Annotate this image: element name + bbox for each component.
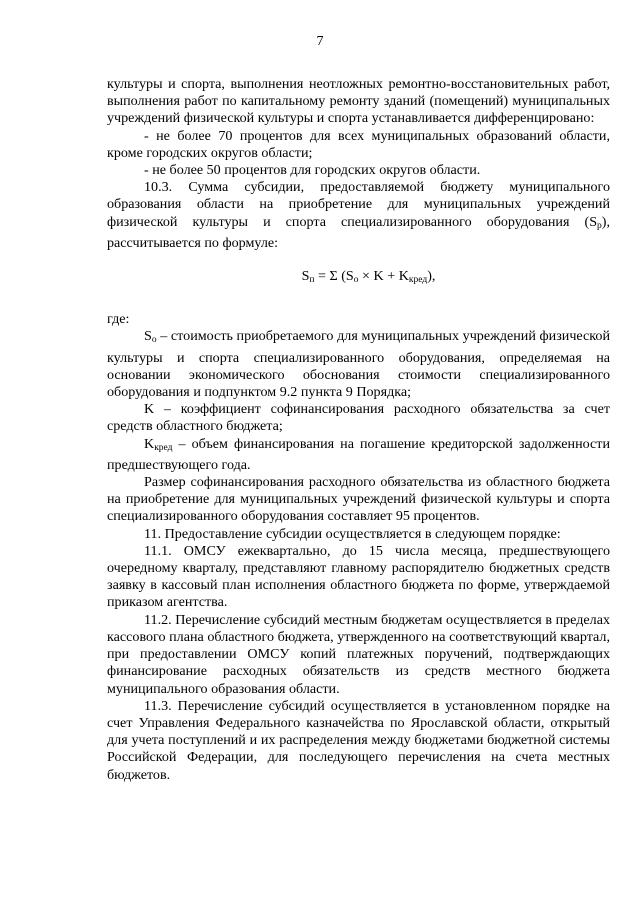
definition-so-text: – стоимость приобретаемого для муниципальных учреждений физической культуры и спорта специализированного оборудования, определяемая на основании экономического обоснования стоимости специализированного оборудования и подпунктом 9.2 пункта 9 Порядка;	[107, 328, 610, 401]
formula-so-sub: о	[353, 275, 359, 286]
paragraph-continuation: культуры и спорта, выполнения неотложных ремонтно-восстановительных работ, выполнения работ по капитальному ремонту зданий (помещений) муниципальных учреждений физической культуры и спорта устанавливается дифференцировано:	[107, 76, 610, 127]
definition-kred-text: – объем финансирования на погашение кредиторской задолженности предшествующего года.	[107, 435, 610, 473]
where-label: где:	[107, 311, 130, 328]
paragraph-10-3	[107, 179, 610, 252]
formula-sum: = Σ (S	[314, 268, 354, 285]
paragraph-11: 11. Предоставление субсидии осуществляется в следующем порядке:	[144, 525, 561, 542]
paragraph-cofinancing: Размер софинансирования расходного обязательства из областного бюджета на приобретение для муниципальных учреждений физической культуры и спорта специализированного оборудования составляет 95 процентов.	[107, 474, 610, 525]
definition-kred-sub: кред	[154, 442, 173, 453]
formula-kred-sub: кред	[408, 275, 428, 286]
definition-so	[107, 328, 610, 401]
definition-so-symbol: S	[144, 328, 152, 345]
formula-end: ),	[427, 268, 436, 285]
formula-lhs-sub: п	[309, 275, 315, 286]
paragraph-11-2: 11.2. Перечисление субсидий местным бюджетам осуществляется в пределах кассового плана областного бюджета, утвержденного на соответствующий квартал, при предоставлении ОМСУ копий платежных поручений, подтверждающих финансирование расходных обязательств из средств местного бюджета муниципального образования области.	[107, 611, 610, 697]
paragraph-10-3-text: 10.3. Сумма субсидии, предоставляемой бюджету муниципального образования области на приобретение для муниципальных учреждений физической культуры и спорта специализированного оборудования (S	[107, 179, 610, 230]
formula-lhs: S	[301, 268, 310, 285]
paragraph-limit-70: - не более 70 процентов для всех муниципальных образований области, кроме городских округов области;	[107, 127, 610, 161]
definition-kred-symbol: K	[144, 435, 155, 452]
document-body	[107, 76, 610, 784]
formula	[107, 268, 610, 289]
definition-k: K – коэффициент софинансирования расходного обязательства за счет средств областного бюджета;	[107, 401, 610, 435]
paragraph-11-1: 11.1. ОМСУ ежеквартально, до 15 числа месяца, предшествующего очередному кварталу, представляют главному распорядителю бюджетных средств заявку в кассовый план исполнения областного бюджета по форме, утверждаемой приказом агентства.	[107, 542, 610, 611]
formula-rest: × K + K	[358, 268, 409, 285]
paragraph-10-3-text-end: ), рассчитывается по формуле:	[107, 213, 610, 251]
paragraph-11-3: 11.3. Перечисление субсидий осуществляется в установленном порядке на счет Управления Федерального казначейства по Ярославской области, открытый для учета поступлений и их распределения между бюджетами бюджетной системы Российской Федерации, для последующего перечисления на счета местных бюджетов.	[107, 697, 610, 783]
paragraph-limit-50: - не более 50 процентов для городских округов области.	[144, 162, 481, 179]
page-number: 7	[316, 33, 324, 49]
subscript-r: р	[597, 220, 602, 231]
definition-kred	[107, 436, 610, 474]
definition-so-sub: о	[151, 335, 157, 346]
